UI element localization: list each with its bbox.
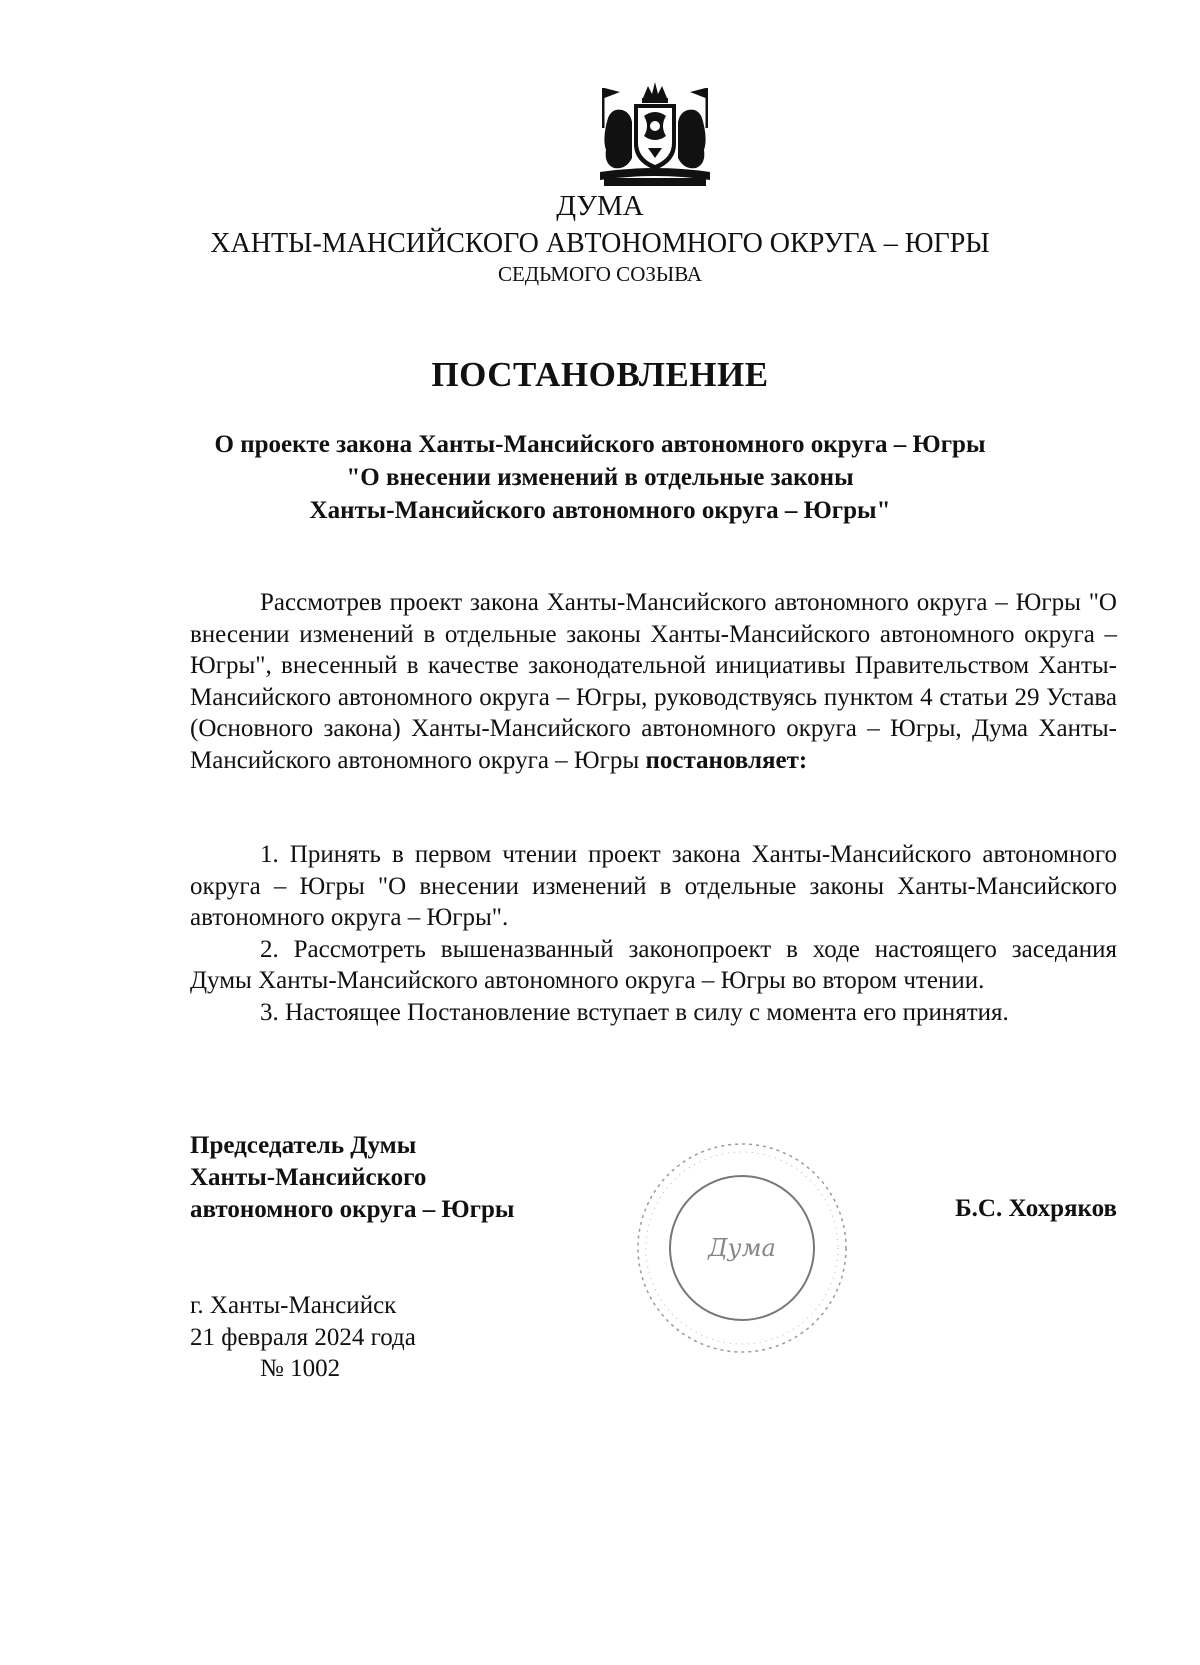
document-type: ПОСТАНОВЛЕНИЕ (431, 355, 769, 394)
document-place: г. Ханты-Мансийск (190, 1292, 397, 1319)
document-footer (190, 1290, 416, 1385)
resolution-item: 1. Принять в первом чтении проект закона Ханты-Мансийского автономного округа – Югры "О внесении изменений в отдельные законы Ханты-Мансийского автономного округа – Югры". (190, 841, 1117, 931)
org-region: ХАНТЫ-МАНСИЙСКОГО АВТОНОМНОГО ОКРУГА – ЮГРЫ (210, 228, 990, 259)
document-subject (0, 428, 1200, 527)
signatory-title-line: автономного округа – Югры (190, 1196, 515, 1223)
document-date: 21 февраля 2024 года (190, 1323, 416, 1351)
stamp-text: Дума (708, 1234, 776, 1262)
subject-line: Ханты-Мансийского автономного округа – Югры" (309, 497, 891, 524)
org-title: ДУМА (556, 190, 644, 222)
signatory-name: Б.С. Хохряков (955, 1195, 1117, 1222)
document-number: № 1002 (260, 1355, 341, 1382)
preamble-text: Рассмотрев проект закона Ханты-Мансийского автономного округа – Югры "О внесении изменений в отдельные законы Ханты-Мансийского автономного округа – Югры", внесенный в качестве законодательной инициативы Правительством Ханты-Мансийского автономного округа – Югры, руководствуясь пунктом 4 статьи 29 Устава (Основного закона) Ханты-Мансийского автономного округа – Югры, Дума Ханты-Мансийского автономного округа – Югры (190, 589, 1117, 774)
resolution-keyword: постановляет: (645, 746, 808, 774)
signatory-title-line: Ханты-Мансийского (190, 1164, 427, 1191)
subject-line: О проекте закона Ханты-Мансийского автономного округа – Югры (214, 431, 986, 458)
preamble-paragraph (190, 587, 1117, 776)
signatory-title-line: Председатель Думы (190, 1132, 417, 1159)
subject-line: "О внесении изменений в отдельные законы (346, 464, 854, 491)
resolution-item: 3. Настоящее Постановление вступает в силу с момента его принятия. (260, 998, 1009, 1026)
resolution-item: 2. Рассмотреть вышеназванный законопроект в ходе настоящего заседания Думы Ханты-Мансийского автономного округа – Югры во втором чтении. (190, 935, 1117, 994)
official-stamp (632, 1138, 852, 1358)
resolution-items (190, 839, 1117, 1028)
org-convocation: СЕДЬМОГО СОЗЫВА (497, 262, 703, 286)
coat-of-arms-icon (596, 78, 714, 190)
signatory-title (190, 1130, 514, 1226)
